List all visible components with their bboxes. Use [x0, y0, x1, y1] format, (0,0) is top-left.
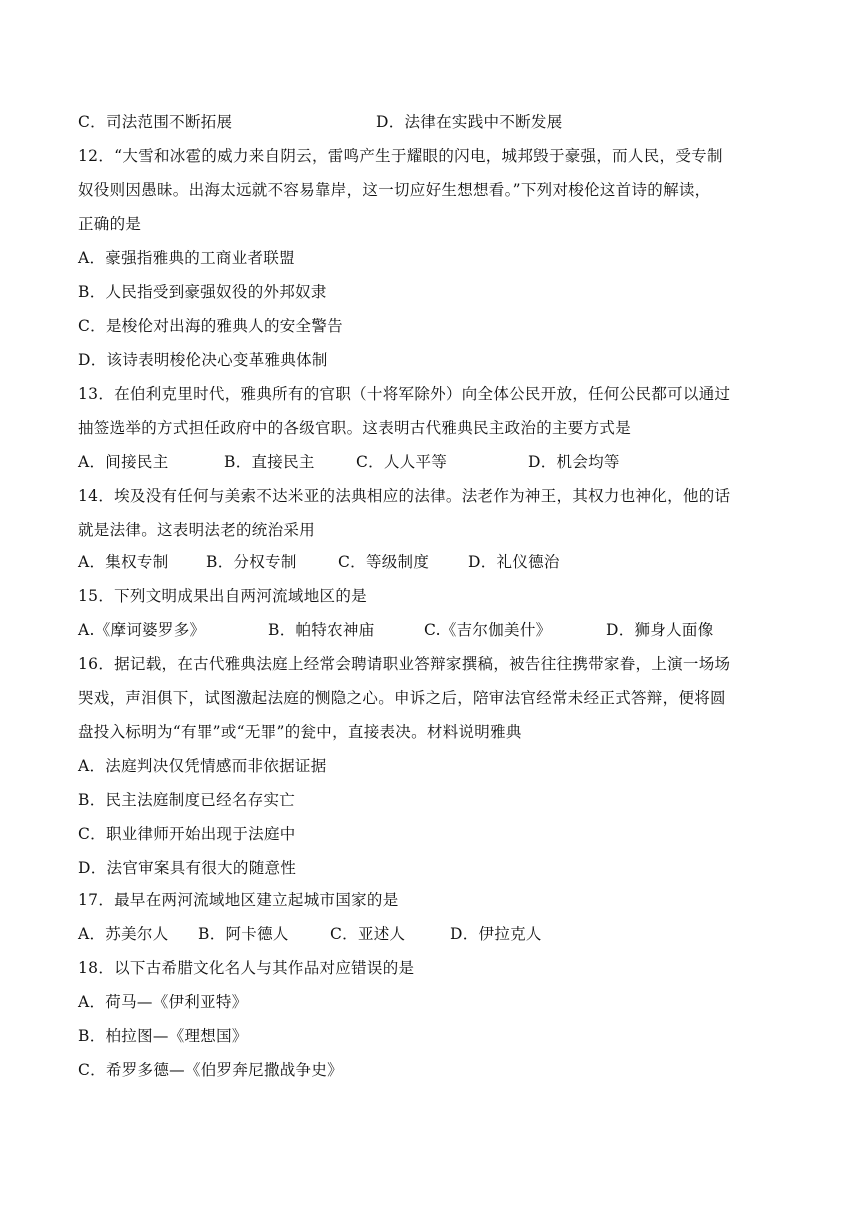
q14-option-b: B．分权专制 [206, 553, 297, 571]
q12-option-d: D．该诗表明梭伦决心变革雅典体制 [78, 351, 328, 369]
q14-stem-line-1: 14．埃及没有任何与美索不达米亚的法典相应的法律。法老作为神王，其权力也神化，他的话 [78, 487, 731, 505]
q16-option-d: D．法官审案具有很大的随意性 [78, 859, 297, 877]
q16-stem-line-3: 盘投入标明为“有罪”或“无罪”的瓮中，直接表决。材料说明雅典 [78, 723, 522, 741]
q13-option-b: B．直接民主 [224, 453, 315, 471]
q18-option-b: B．柏拉图—《理想国》 [78, 1027, 248, 1045]
q12-stem-line-1: 12．“大雪和冰雹的威力来自阴云，雷鸣产生于耀眼的闪电，城邦毁于豪强，而人民，受专制 [78, 147, 723, 165]
q14-option-c: C．等级制度 [338, 553, 430, 571]
q16-option-a: A．法庭判决仅凭情感而非依据证据 [78, 757, 327, 775]
q15-option-a: A.《摩诃婆罗多》 [78, 621, 206, 639]
q18-option-a: A．荷马—《伊利亚特》 [78, 993, 248, 1011]
q11-option-d: D．法律在实践中不断发展 [376, 113, 563, 131]
q17-option-d: D．伊拉克人 [450, 925, 542, 943]
q12-option-b: B．人民指受到豪强奴役的外邦奴隶 [78, 283, 327, 301]
q15-option-b: B．帕特农神庙 [268, 621, 375, 639]
q18-option-c: C．希罗多德—《伯罗奔尼撒战争史》 [78, 1061, 343, 1079]
q14-option-a: A．集权专制 [78, 553, 169, 571]
q17-option-b: B．阿卡德人 [198, 925, 289, 943]
q12-option-c: C．是梭伦对出海的雅典人的安全警告 [78, 317, 343, 335]
q11-option-c: C．司法范围不断拓展 [78, 113, 233, 131]
q14-stem-line-2: 就是法律。这表明法老的统治采用 [78, 521, 316, 539]
q17-option-a: A．苏美尔人 [78, 925, 169, 943]
q12-stem-line-2: 奴役则因愚昧。出海太远就不容易靠岸，这一切应好生想想看。”下列对梭伦这首诗的解读， [78, 181, 711, 199]
q16-stem-line-2: 哭戏，声泪俱下，试图激起法庭的恻隐之心。申诉之后，陪审法官经常未经正式答辩，便将圆 [78, 689, 726, 707]
q13-option-d: D．机会均等 [528, 453, 620, 471]
q15-stem: 15．下列文明成果出自两河流域地区的是 [78, 587, 367, 605]
q17-option-c: C．亚述人 [330, 925, 406, 943]
q14-option-d: D．礼仪德治 [468, 553, 560, 571]
q15-option-c: C.《吉尔伽美什》 [424, 621, 552, 639]
q13-option-c: C．人人平等 [356, 453, 448, 471]
q13-stem-line-2: 抽签选举的方式担任政府中的各级官职。这表明古代雅典民主政治的主要方式是 [78, 419, 632, 437]
q18-stem: 18．以下古希腊文化名人与其作品对应错误的是 [78, 959, 415, 977]
q13-stem-line-1: 13．在伯利克里时代，雅典所有的官职（十将军除外）向全体公民开放，任何公民都可以通过 [78, 385, 731, 403]
q16-stem-line-1: 16．据记载，在古代雅典法庭上经常会聘请职业答辩家撰稿，被告往往携带家眷，上演一场场 [78, 655, 731, 673]
q17-stem: 17．最早在两河流域地区建立起城市国家的是 [78, 891, 399, 909]
q13-option-a: A．间接民主 [78, 453, 169, 471]
q16-option-b: B．民主法庭制度已经名存实亡 [78, 791, 296, 809]
q12-option-a: A．豪强指雅典的工商业者联盟 [78, 249, 295, 267]
q12-stem-line-3: 正确的是 [78, 215, 142, 233]
q16-option-c: C．职业律师开始出现于法庭中 [78, 825, 296, 843]
q15-option-d: D．狮身人面像 [606, 621, 714, 639]
